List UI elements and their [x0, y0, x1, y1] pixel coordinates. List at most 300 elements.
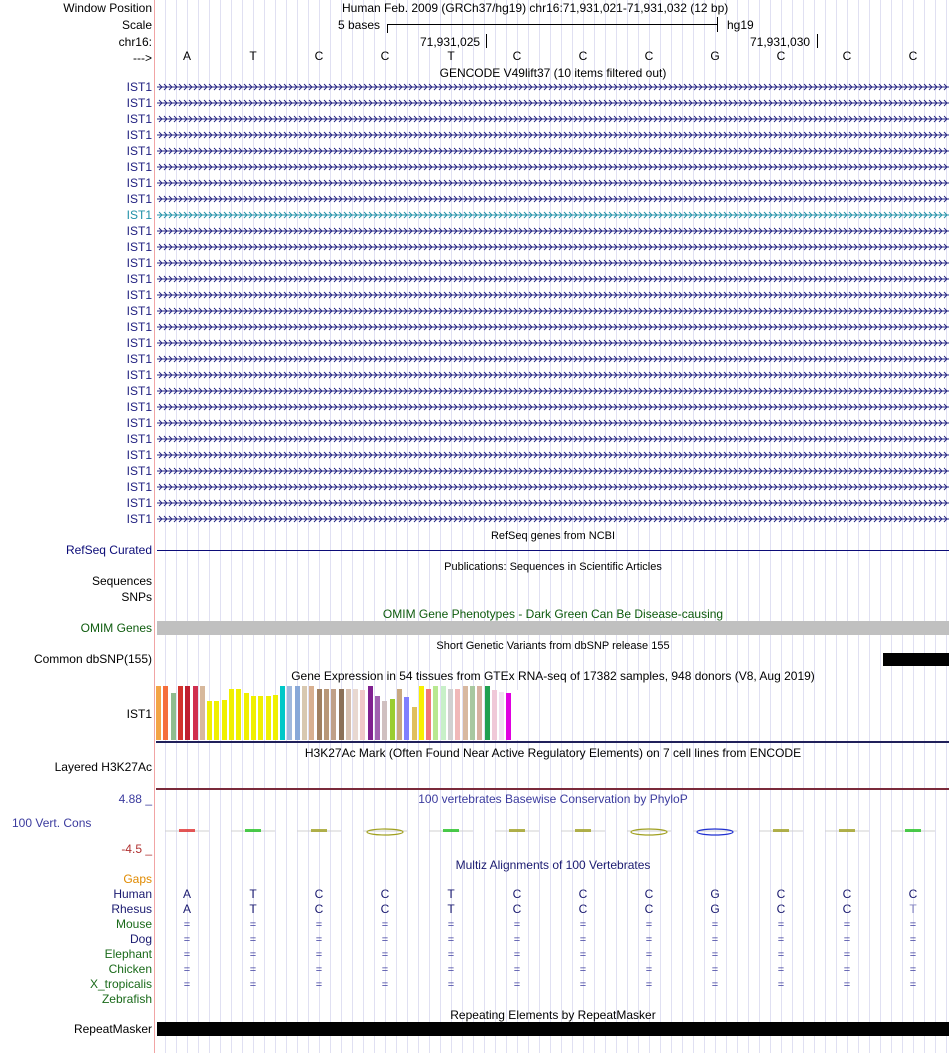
gencode-transcript[interactable] [157, 305, 949, 317]
gtex-tissue-bar[interactable] [214, 701, 219, 740]
gtex-tissue-bar[interactable] [302, 686, 307, 740]
snps-label[interactable]: SNPs [121, 590, 152, 604]
gtex-tissue-bar[interactable] [236, 689, 241, 740]
gtex-tissue-bar[interactable] [287, 686, 292, 740]
base-letter: C [776, 49, 786, 63]
gencode-item-label[interactable]: IST1 [126, 464, 152, 478]
multiz-base: T [447, 902, 455, 916]
gridline [726, 0, 727, 1053]
gencode-transcript[interactable] [157, 129, 949, 141]
gtex-tissue-bar[interactable] [419, 686, 424, 740]
gencode-item-label[interactable]: IST1 [126, 384, 152, 398]
base-letter: G [710, 49, 720, 63]
gencode-item-label[interactable]: IST1 [126, 144, 152, 158]
multiz-species-label[interactable]: Human [113, 887, 152, 901]
multiz-base: = [711, 979, 719, 991]
omim-gene-bar[interactable] [157, 621, 949, 635]
multiz-species-label[interactable]: Dog [129, 932, 152, 946]
omim-title[interactable]: OMIM Gene Phenotypes - Dark Green Can Be Disease-causing [382, 607, 724, 621]
gridline [209, 0, 210, 1053]
gridline [495, 0, 496, 1053]
h3k27ac-label[interactable]: Layered H3K27Ac [54, 760, 152, 774]
multiz-base: C [776, 902, 786, 916]
coord-label-1: 71,931,025 [420, 35, 481, 49]
multiz-base: = [843, 964, 851, 976]
multiz-base: = [447, 919, 455, 931]
phylop-max: 4.88 _ [118, 792, 152, 806]
gtex-tissue-bar[interactable] [346, 689, 351, 740]
gtex-tissue-bar[interactable] [448, 689, 453, 740]
gtex-tissue-bar[interactable] [499, 692, 504, 740]
gencode-transcript[interactable] [157, 513, 949, 525]
phylop-base-glyph[interactable] [759, 826, 803, 841]
gencode-item-label[interactable]: IST1 [126, 400, 152, 414]
multiz-base: = [777, 949, 785, 961]
gridline [671, 0, 672, 1053]
gtex-tissue-bar[interactable] [463, 686, 468, 740]
scale-assembly: hg19 [727, 18, 754, 32]
gridline [891, 0, 892, 1053]
multiz-base: C [644, 902, 654, 916]
phylop-min: -4.5 _ [121, 842, 152, 856]
multiz-base: C [644, 887, 654, 901]
gridline [748, 0, 749, 1053]
multiz-base: = [579, 919, 587, 931]
coord-label-2: 71,931,030 [750, 35, 811, 49]
gtex-tissue-bar[interactable] [353, 689, 358, 740]
gencode-item-label[interactable]: IST1 [126, 192, 152, 206]
gtex-tissue-bar[interactable] [251, 696, 256, 740]
multiz-base: = [843, 919, 851, 931]
multiz-base: = [711, 934, 719, 946]
gridline [594, 0, 595, 1053]
base-letter: C [380, 49, 390, 63]
h3k27ac-baseline [156, 788, 949, 790]
multiz-base: = [579, 934, 587, 946]
gencode-transcript[interactable] [157, 209, 949, 221]
repeatmasker-title[interactable]: Repeating Elements by RepeatMasker [450, 1008, 656, 1022]
base-letter: T [249, 49, 257, 63]
multiz-base: C [842, 902, 852, 916]
publications-title[interactable]: Publications: Sequences in Scientific Articles [444, 561, 662, 573]
gridline [759, 0, 760, 1053]
multiz-base: = [777, 919, 785, 931]
multiz-base: = [645, 949, 653, 961]
refseq-label[interactable]: RefSeq Curated [65, 543, 152, 557]
multiz-base: = [777, 979, 785, 991]
gencode-transcript[interactable] [157, 289, 949, 301]
gridline [814, 0, 815, 1053]
gridline [616, 0, 617, 1053]
base-letter: C [644, 49, 654, 63]
gtex-tissue-bar[interactable] [244, 693, 249, 740]
coord-tick-2 [817, 34, 818, 48]
h3k27ac-title[interactable]: H3K27Ac Mark (Often Found Near Active Regulatory Elements) on 7 cell lines from ENCODE [304, 746, 802, 760]
multiz-base: = [315, 964, 323, 976]
gencode-transcript[interactable] [157, 225, 949, 237]
gtex-tissue-bar[interactable] [339, 689, 344, 740]
gencode-item-label[interactable]: IST1 [126, 368, 152, 382]
multiz-species-label[interactable]: Zebrafish [101, 992, 152, 1006]
scale-bar [387, 24, 718, 25]
gridline [297, 0, 298, 1053]
gencode-item-label[interactable]: IST1 [126, 496, 152, 510]
multiz-base: = [315, 949, 323, 961]
gencode-item-label[interactable]: IST1 [126, 352, 152, 366]
multiz-species-label[interactable]: X_tropicalis [89, 977, 152, 991]
multiz-base: = [249, 949, 257, 961]
multiz-base: = [249, 979, 257, 991]
multiz-base: = [183, 934, 191, 946]
gencode-item-label[interactable]: IST1 [126, 416, 152, 430]
multiz-base: = [513, 964, 521, 976]
scale-bases-text: 5 bases [338, 18, 381, 32]
multiz-base: = [579, 949, 587, 961]
gencode-item-label[interactable]: IST1 [126, 176, 152, 190]
gencode-transcript[interactable] [157, 241, 949, 253]
window-position-label: Window Position [63, 1, 152, 15]
gridline [880, 0, 881, 1053]
gencode-item-label[interactable]: IST1 [126, 224, 152, 238]
phylop-base-glyph[interactable] [693, 826, 737, 841]
gtex-tissue-bar[interactable] [433, 686, 438, 740]
gencode-item-label[interactable]: IST1 [126, 480, 152, 494]
base-letter: C [908, 49, 918, 63]
multiz-base: C [314, 887, 324, 901]
multiz-base: T [909, 902, 917, 916]
gtex-tissue-bar[interactable] [156, 686, 161, 740]
gencode-item-label[interactable]: IST1 [126, 288, 152, 302]
multiz-base: C [776, 887, 786, 901]
phylop-base-glyph[interactable] [561, 826, 605, 841]
gridline [605, 0, 606, 1053]
gencode-transcript[interactable] [157, 337, 949, 349]
multiz-base: C [314, 902, 324, 916]
gencode-transcript[interactable] [157, 97, 949, 109]
multiz-base: = [447, 934, 455, 946]
gtex-tissue-bar[interactable] [258, 696, 263, 740]
gencode-title[interactable]: GENCODE V49lift37 (10 items filtered out) [439, 66, 667, 80]
gencode-item-label[interactable]: IST1 [126, 96, 152, 110]
gridline [462, 0, 463, 1053]
gtex-tissue-bar[interactable] [229, 689, 234, 740]
gencode-item-label[interactable]: IST1 [126, 240, 152, 254]
dbsnp-variant-block[interactable] [883, 653, 949, 666]
multiz-species-label[interactable]: Chicken [108, 962, 152, 976]
gridline [539, 0, 540, 1053]
base-letter: A [182, 49, 191, 63]
gencode-transcript[interactable] [157, 481, 949, 493]
phylop-base-glyph[interactable] [165, 826, 209, 841]
gtex-title[interactable]: Gene Expression in 54 tissues from GTEx RNA-seq of 17382 samples, 948 donors (V8, Aug 2019) [291, 669, 815, 683]
gridline [418, 0, 419, 1053]
phylop-base-glyph[interactable] [825, 826, 869, 841]
multiz-base: = [183, 949, 191, 961]
multiz-base: T [447, 887, 455, 901]
scale-bar-left-tick [387, 24, 388, 33]
multiz-base: = [909, 964, 917, 976]
gtex-tissue-bar[interactable] [222, 700, 227, 740]
multiz-base: = [711, 919, 719, 931]
multiz-base: = [909, 949, 917, 961]
coord-tick-1 [486, 34, 487, 48]
gtex-tissue-bar[interactable] [368, 686, 373, 740]
gridline [396, 0, 397, 1053]
scale-label: Scale [121, 18, 152, 32]
multiz-base: = [183, 964, 191, 976]
gencode-transcript[interactable] [157, 193, 949, 205]
gencode-transcript[interactable] [157, 113, 949, 125]
gridline [858, 0, 859, 1053]
multiz-base: T [249, 902, 257, 916]
gencode-transcript[interactable] [157, 433, 949, 445]
multiz-base: = [777, 964, 785, 976]
multiz-base: = [909, 979, 917, 991]
gtex-tissue-bar[interactable] [470, 686, 475, 740]
multiz-base: = [249, 934, 257, 946]
phylop-label[interactable]: 100 Vert. Cons [12, 816, 92, 830]
multiz-base: A [182, 887, 191, 901]
multiz-base: = [381, 949, 389, 961]
multiz-species-label[interactable]: Rhesus [111, 902, 152, 916]
multiz-species-label[interactable]: Elephant [104, 947, 152, 961]
gridline [484, 0, 485, 1053]
gaps-label: Gaps [123, 872, 152, 886]
gridline [341, 0, 342, 1053]
gtex-tissue-bar[interactable] [492, 690, 497, 740]
gridline [275, 0, 276, 1053]
gencode-item-label[interactable]: IST1 [126, 320, 152, 334]
multiz-base: = [447, 949, 455, 961]
dbsnp-label[interactable]: Common dbSNP(155) [33, 652, 152, 666]
gridline [561, 0, 562, 1053]
multiz-base: = [183, 979, 191, 991]
repeatmasker-label[interactable]: RepeatMasker [73, 1022, 152, 1036]
gridline [693, 0, 694, 1053]
gtex-tissue-bar[interactable] [426, 689, 431, 740]
gtex-tissue-bar[interactable] [412, 707, 417, 740]
gtex-tissue-bar[interactable] [207, 701, 212, 740]
chrom-label: chr16: [118, 35, 152, 49]
gtex-tissue-bar[interactable] [521, 699, 526, 740]
multiz-base: = [381, 934, 389, 946]
gtex-tissue-bar[interactable] [485, 686, 490, 740]
gtex-tissue-bar[interactable] [441, 686, 446, 740]
label-divider [154, 0, 155, 1053]
gtex-tissue-bar[interactable] [375, 696, 380, 740]
gridline [330, 0, 331, 1053]
gencode-item-label[interactable]: IST1 [126, 272, 152, 286]
multiz-base: = [645, 979, 653, 991]
multiz-base: A [182, 902, 191, 916]
gencode-transcript[interactable] [157, 81, 949, 93]
gridline [352, 0, 353, 1053]
multiz-base: = [843, 934, 851, 946]
multiz-title[interactable]: Multiz Alignments of 100 Vertebrates [455, 858, 651, 872]
multiz-base: C [512, 902, 522, 916]
gencode-transcript[interactable] [157, 145, 949, 157]
multiz-base: = [315, 979, 323, 991]
multiz-base: = [909, 934, 917, 946]
multiz-base: = [513, 919, 521, 931]
gencode-transcript[interactable] [157, 385, 949, 397]
multiz-base: C [578, 887, 588, 901]
multiz-base: = [579, 979, 587, 991]
sequences-label[interactable]: Sequences [91, 574, 152, 588]
gencode-item-label[interactable]: IST1 [126, 512, 152, 526]
dbsnp-title[interactable]: Short Genetic Variants from dbSNP release 155 [436, 640, 670, 652]
multiz-base: = [381, 919, 389, 931]
multiz-base: = [315, 934, 323, 946]
base-letter: T [447, 49, 455, 63]
gencode-transcript[interactable] [157, 273, 949, 285]
multiz-base: C [380, 887, 390, 901]
gridline [264, 0, 265, 1053]
gridline [627, 0, 628, 1053]
phylop-base-glyph[interactable] [627, 826, 671, 841]
gtex-tissue-bar[interactable] [477, 686, 482, 740]
gencode-transcript[interactable] [157, 353, 949, 365]
gencode-transcript[interactable] [157, 449, 949, 461]
gencode-item-label[interactable]: IST1 [126, 304, 152, 318]
gridline [165, 0, 166, 1053]
gencode-transcript[interactable] [157, 369, 949, 381]
gtex-tissue-bar[interactable] [397, 689, 402, 740]
phylop-base-glyph[interactable] [891, 826, 935, 841]
gridline [803, 0, 804, 1053]
gencode-transcript[interactable] [157, 401, 949, 413]
gtex-tissue-bar[interactable] [193, 686, 198, 740]
gtex-tissue-bar[interactable] [280, 686, 285, 740]
gtex-tissue-bar[interactable] [200, 686, 205, 740]
gridline [473, 0, 474, 1053]
gtex-tissue-bar[interactable] [382, 701, 387, 740]
gencode-transcript[interactable] [157, 161, 949, 173]
gtex-tissue-bar[interactable] [171, 693, 176, 740]
multiz-species-label[interactable]: Mouse [115, 917, 152, 931]
phylop-base-glyph[interactable] [231, 826, 275, 841]
phylop-base-glyph[interactable] [363, 826, 407, 841]
gencode-item-label[interactable]: IST1 [126, 432, 152, 446]
gtex-tissue-bar[interactable] [317, 689, 322, 740]
gtex-tissue-bar[interactable] [390, 699, 395, 740]
multiz-base: = [381, 964, 389, 976]
gencode-transcript[interactable] [157, 417, 949, 429]
gtex-tissue-bar[interactable] [506, 693, 511, 740]
gridline [220, 0, 221, 1053]
base-letter: C [512, 49, 522, 63]
multiz-base: = [711, 964, 719, 976]
gencode-item-label[interactable]: IST1 [126, 256, 152, 270]
omim-label[interactable]: OMIM Genes [80, 621, 152, 635]
phylop-base-glyph[interactable] [495, 826, 539, 841]
assembly-position-text: Human Feb. 2009 (GRCh37/hg19) chr16:71,931,021-71,931,032 (12 bp) [342, 1, 729, 15]
gridline [363, 0, 364, 1053]
repeatmasker-block[interactable] [157, 1022, 949, 1036]
multiz-base: = [579, 964, 587, 976]
multiz-base: = [645, 919, 653, 931]
gtex-tissue-bar[interactable] [273, 695, 278, 740]
multiz-base: C [578, 902, 588, 916]
gridline [946, 0, 947, 1053]
gencode-item-label[interactable]: IST1 [126, 448, 152, 462]
gencode-item-label[interactable]: IST1 [126, 80, 152, 94]
multiz-base: = [249, 919, 257, 931]
gridline [528, 0, 529, 1053]
gtex-tissue-bar[interactable] [163, 686, 168, 740]
phylop-base-glyph[interactable] [297, 826, 341, 841]
multiz-base: = [315, 919, 323, 931]
gtex-tissue-bar[interactable] [185, 686, 190, 740]
base-letter: C [314, 49, 324, 63]
gencode-item-label[interactable]: IST1 [126, 112, 152, 126]
gtex-tissue-bar[interactable] [455, 689, 460, 740]
gridline [660, 0, 661, 1053]
gridline [825, 0, 826, 1053]
multiz-base: = [777, 934, 785, 946]
multiz-base: = [381, 979, 389, 991]
gtex-tissue-bar[interactable] [324, 689, 329, 740]
gridline [550, 0, 551, 1053]
gencode-transcript[interactable] [157, 465, 949, 477]
multiz-base: = [645, 964, 653, 976]
multiz-base: = [249, 964, 257, 976]
multiz-base: = [843, 979, 851, 991]
gencode-item-label[interactable]: IST1 [126, 160, 152, 174]
multiz-base: C [380, 902, 390, 916]
gencode-transcript[interactable] [157, 177, 949, 189]
gridline [198, 0, 199, 1053]
gtex-tissue-bar[interactable] [309, 686, 314, 740]
gencode-item-label[interactable]: IST1 [126, 208, 152, 222]
multiz-base: = [513, 949, 521, 961]
gridline [682, 0, 683, 1053]
phylop-base-glyph[interactable] [429, 826, 473, 841]
gencode-item-label[interactable]: IST1 [126, 336, 152, 350]
gtex-expression-chart[interactable] [156, 685, 536, 740]
strand-label[interactable]: ---> [133, 51, 152, 65]
gtex-tissue-bar[interactable] [295, 686, 300, 740]
gtex-tissue-bar[interactable] [266, 696, 271, 740]
multiz-base: G [710, 902, 720, 916]
gridline [231, 0, 232, 1053]
gridline [429, 0, 430, 1053]
gtex-tissue-bar[interactable] [404, 697, 409, 740]
gencode-transcript[interactable] [157, 497, 949, 509]
multiz-base: = [909, 919, 917, 931]
multiz-base: G [710, 887, 720, 901]
gridline [407, 0, 408, 1053]
gridline [286, 0, 287, 1053]
multiz-base: C [512, 887, 522, 901]
phylop-title[interactable]: 100 vertebrates Basewise Conservation by PhyloP [418, 792, 688, 806]
gencode-item-label[interactable]: IST1 [126, 128, 152, 142]
multiz-base: C [908, 887, 918, 901]
scale-bar-right-tick [717, 17, 718, 32]
gencode-transcript[interactable] [157, 321, 949, 333]
gtex-tissue-bar[interactable] [178, 686, 183, 740]
gencode-transcript[interactable] [157, 257, 949, 269]
gtex-tissue-bar[interactable] [360, 690, 365, 740]
gtex-tissue-bar[interactable] [514, 690, 519, 740]
multiz-base: = [711, 949, 719, 961]
gtex-label[interactable]: IST1 [126, 707, 152, 721]
refseq-title[interactable]: RefSeq genes from NCBI [490, 530, 616, 542]
gridline [924, 0, 925, 1053]
multiz-base: = [447, 964, 455, 976]
refseq-gene-line[interactable] [157, 550, 949, 551]
gtex-tissue-bar[interactable] [331, 689, 336, 740]
